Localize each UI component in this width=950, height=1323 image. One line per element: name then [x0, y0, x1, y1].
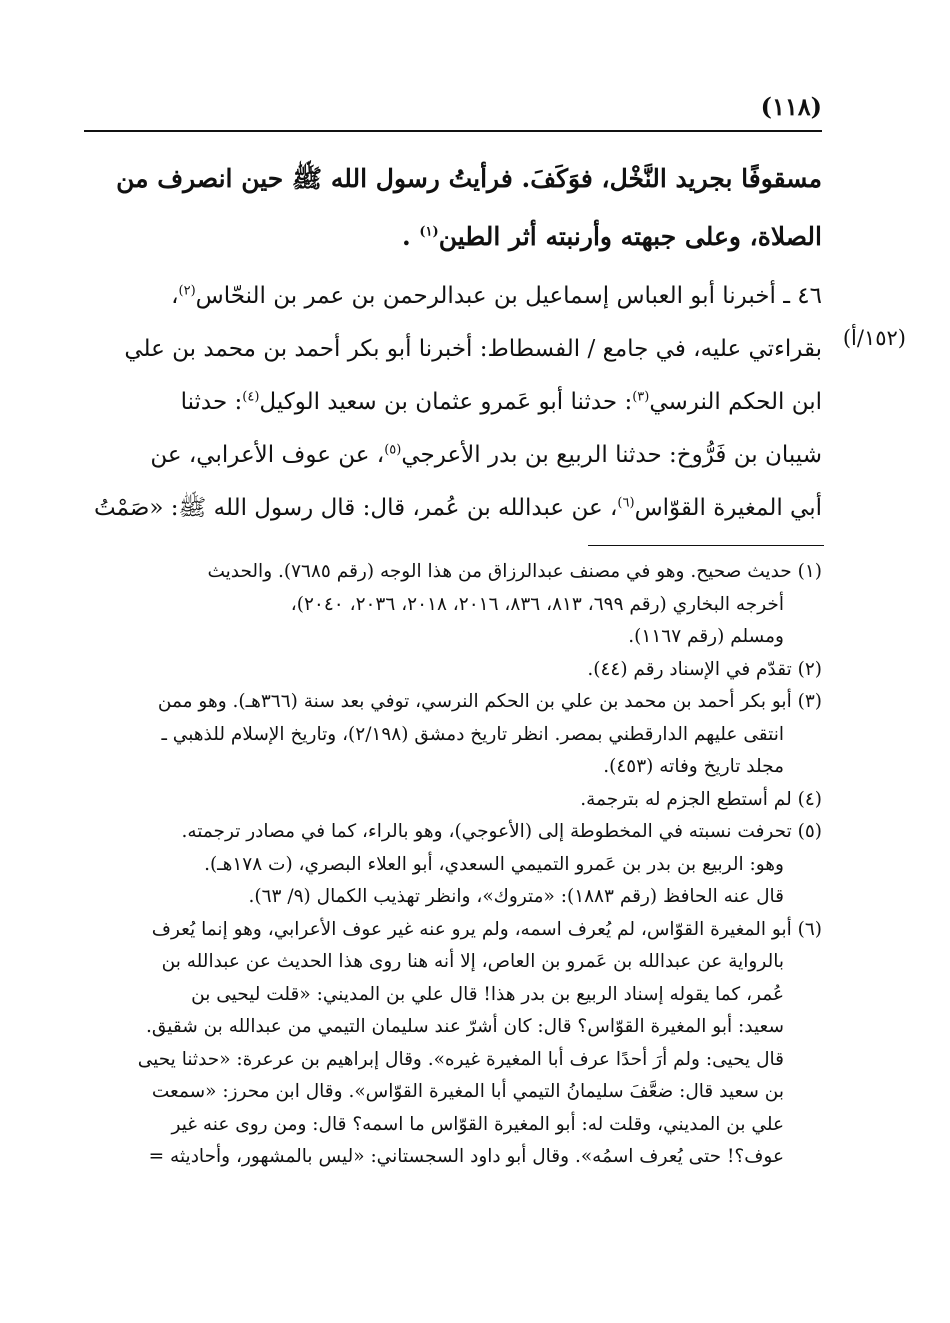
intro-line-2 [84, 208, 822, 266]
body-line-4-b: ، عن عوف الأعرابي، عن [150, 442, 385, 468]
intro-line-1: مسقوفًا بجريد النَّخْل، فوَكَفَ. فرأيتُ رسول الله ﷺ حين انصرف من [116, 164, 822, 193]
footnote-line: ومسلم (رقم ١١٦٧). [628, 626, 784, 647]
footnote-line: سعيد: أبو المغيرة القوّاس؟ قال: كان أشرّ عند سليمان التيمي من عبدالله بن شقيق. [145, 1016, 784, 1037]
footnote-1 [84, 556, 822, 654]
footnote-line: قال عنه الحافظ (رقم ١٨٨٣): «متروك»، وانظر تهذيب الكمال (٩/ ٦٣). [248, 886, 784, 907]
footnote-text: أبو المغيرة القوّاس، لم يُعرف اسمه، ولم يرو عنه غير عوف الأعرابي، وهو إنما يُعرف [151, 918, 792, 940]
footnote-line: بالرواية عن عبدالله بن عَمرو بن العاص، إلا أنه هنا روى هذا الحديث عن عبدالله بن [161, 951, 784, 972]
footnote-4 [84, 784, 822, 817]
footnote-marker-5: (٥) [384, 442, 402, 458]
body-line-5-b: ، عن عبدالله بن عُمر، قال: قال رسول الله ﷺ: «صَمْتُ [94, 495, 618, 521]
page-number: (١١٨) [760, 92, 822, 121]
footnote-line: انتقى عليهم الدارقطني بمصر. انظر تاريخ دمشق (٢/١٩٨)، وتاريخ الإسلام للذهبي ـ [161, 723, 784, 745]
footnote-marker-6: (٦) [617, 495, 635, 511]
footnote-marker-4: (٤) [242, 389, 260, 405]
body-line-4-a: شيبان بن فَرُّوخ: حدثنا الربيع بن بدر الأعرجي [401, 442, 822, 468]
footnote-line: وهو: الربيع بن بدر بن عَمرو التميمي السعدي، أبو العلاء البصري، (ت ١٧٨هـ). [204, 853, 784, 875]
footnote-marker-2: (٢) [178, 283, 196, 299]
footnote-marker-3: (٣) [632, 389, 650, 405]
body-line-5 [84, 482, 822, 535]
footnote-number: (١) [797, 561, 822, 582]
intro-paragraph [84, 150, 822, 266]
footnote-line: قال يحيى: ولم أرَ أحدًا عرف أبا المغيرة غيره». وقال إبراهيم بن عرعرة: «حدثنا يحيى [137, 1048, 784, 1070]
footnote-line: عوف؟! حتى يُعرف اسمُه». وقال أبو داود السجستاني: «ليس بالمشهور، وأحاديثه = [148, 1146, 784, 1167]
body-line-1-end: ، [171, 283, 179, 309]
footnote-marker-1: (١) [419, 224, 439, 240]
body-line-2: بقراءتي عليه، في جامع / الفسطاط: أخبرنا أبو بكر أحمد بن محمد بن علي [124, 336, 822, 362]
footnote-text: تقدّم في الإسناد رقم (٤٤). [587, 658, 792, 680]
hadith-46-text [84, 270, 822, 535]
footnote-separator [588, 545, 824, 546]
footnote-line: مجلد تاريخ وفاته (٤٥٣). [603, 756, 784, 777]
body-line-5-a: أبي المغيرة القوّاس [634, 495, 822, 521]
body-line-3-b: : حدثنا أبو عَمرو عثمان بن سعيد الوكيل [259, 389, 633, 415]
footnote-5 [84, 816, 822, 914]
footnote-3 [84, 686, 822, 784]
intro-line-2-text: الصلاة، وعلى جبهته وأرنبته أثر الطين [438, 222, 822, 251]
footnote-number: (٤) [797, 788, 822, 810]
footnote-text: تحرفت نسبته في المخطوطة إلى (الأعوجي)، وهو بالراء، كما في مصادر ترجمته. [181, 821, 792, 842]
footnote-text: أبو بكر أحمد بن محمد بن علي بن الحكم النرسي، توفي بعد سنة (٣٦٦هـ). وهو ممن [157, 691, 792, 712]
body-line-1-text: ٤٦ ـ أخبرنا أبو العباس إسماعيل بن عبدالرحمن بن عمر بن النحّاس [195, 283, 822, 309]
footnote-number: (٣) [797, 691, 822, 712]
footnote-line: بن سعيد قال: ضعَّفَ سليمانُ التيمي أبا المغيرة القوّاس». وقال ابن محرز: «سمعت [151, 1081, 784, 1102]
footnote-line: عُمر، كما يقوله إسناد الربيع بن بدر هذا! قال علي بن المديني: «قلت ليحيى بن [191, 983, 784, 1005]
body-line-3-c: : حدثنا [180, 389, 243, 415]
body-line-3 [84, 376, 822, 429]
footnote-line: أخرجه البخاري (رقم ٦٩٩، ٨١٣، ٨٣٦، ٢٠١٦، ٢٠١٨، ٢٠٣٦، ٢٠٤٠)، [290, 593, 784, 615]
header-rule [84, 130, 822, 132]
footnote-text: لم أستطع الجزم له بترجمة. [580, 788, 792, 810]
footnote-line: علي بن المديني، وقلت له: أبو المغيرة القوّاس ما اسمه؟ قال: ومن روى عنه غير [171, 1113, 784, 1135]
body-line-1 [84, 270, 822, 323]
body-line-4 [84, 429, 822, 482]
footnote-2 [84, 654, 822, 687]
body-line-3-a: ابن الحكم النرسي [649, 389, 822, 415]
footnote-text: حديث صحيح. وهو في مصنف عبدالرزاق من هذا الوجه (رقم ٧٦٨٥). والحديث [207, 561, 792, 582]
footnote-number: (٦) [797, 918, 822, 940]
footnote-number: (٥) [797, 821, 822, 842]
manuscript-folio-reference: (١٥٢/أ) [842, 326, 906, 350]
intro-line-2-end: . [401, 222, 411, 251]
footnotes-section [84, 556, 822, 1174]
footnote-number: (٢) [797, 658, 822, 680]
footnote-6 [84, 914, 822, 1174]
